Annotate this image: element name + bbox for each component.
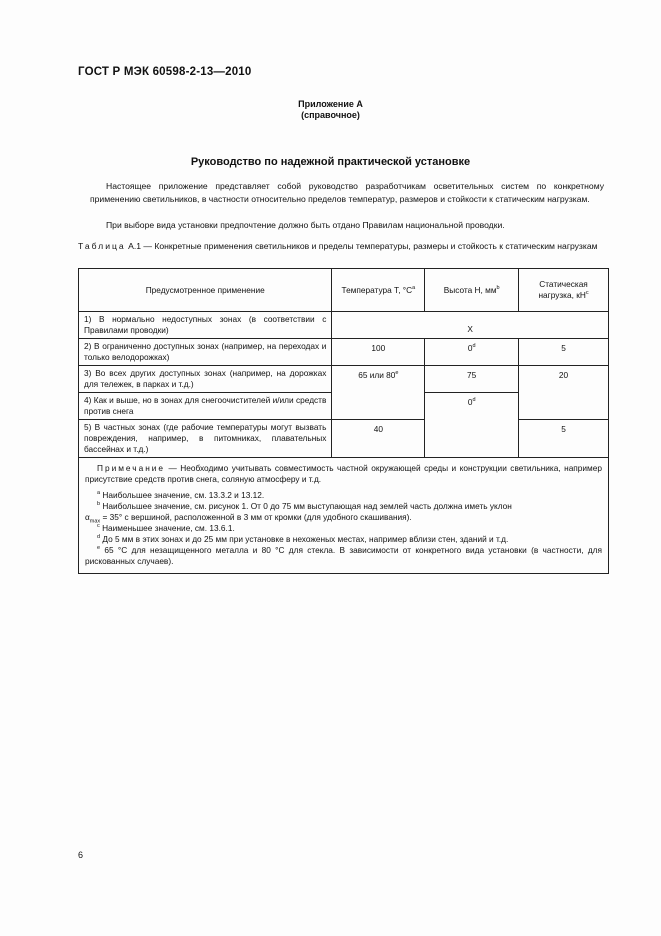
table-caption	[78, 241, 608, 253]
footnote-d: $^d$ До 5 мм в этих зонах и до 25 мм при установке в нехоженых местах, например вблизи стен, зданий и т.д.	[97, 534, 509, 544]
table-notes-row	[79, 458, 609, 574]
header-temperature: Температура T, $^\circ С^a$	[332, 269, 425, 312]
row3-use: 3) Во всех других доступных зонах (например, на дорожках для тележек, в парках и т.д.)	[79, 366, 332, 393]
row2-height: 0$^d$	[425, 339, 519, 366]
header-height: Высота H, $мм^b$	[425, 269, 519, 312]
row1-merged: Х	[332, 312, 609, 339]
footnote-e: $^e$ 65 °С для незащищенного металла и 80 °С для стекла. В зависимости от конкретного вида установки (в частности, для рискованных случаев).	[85, 545, 602, 566]
section-title: Руководство по надежной практической установке	[190, 156, 471, 168]
row5-temp: 40	[332, 420, 425, 458]
appendix-subtitle: (справочное)	[301, 110, 360, 120]
preference-paragraph	[90, 219, 604, 232]
intro-paragraph	[90, 180, 604, 206]
footnote-c: $^c$ Наименьшее значение, см. 13.6.1.	[97, 523, 235, 533]
row1-use: 1) В нормально недоступных зонах (в соответствии с Правилами проводки)	[79, 312, 332, 339]
caption-label: Таблица	[78, 241, 126, 251]
footnote-b: $^b$ Наибольшее значение, см. рисунок 1. От 0 до 75 мм выступающая над землей часть должна иметь уклон	[97, 501, 512, 511]
row2-use: 2) В ограниченно доступных зонах (например, на переходах и только велодорожках)	[79, 339, 332, 366]
standard-header: ГОСТ Р МЭК 60598-2-13—2010	[78, 66, 252, 78]
appendix-title: Приложение А	[298, 99, 363, 109]
applications-table	[78, 268, 609, 574]
row3-height: 75	[425, 366, 519, 393]
footnote-b-continued: $\alpha_{max} = 35^\circ$ с вершиной, расположенной в 3 мм от кромки (для удобного скашивания).	[85, 512, 412, 525]
row2-temp: 100	[332, 339, 425, 366]
table-row	[79, 420, 609, 458]
intro-text: Настоящее приложение представляет собой руководство разработчикам осветительных систем по конкретному применению светильников, в частности относительно пределов температур, размеров и стойкости к статическим нагрузкам.	[90, 181, 604, 204]
caption-text: А.1 — Конкретные применения светильников и пределы температуры, размеры и стойкость к статическим нагрузкам	[128, 241, 598, 251]
row5-use: 5) В частных зонах (где рабочие температуры могут вызвать повреждения, например, в питомниках, плавательных бассейнах и т.д.)	[79, 420, 332, 458]
table-notes	[79, 458, 609, 574]
row5-load: 5	[519, 420, 609, 458]
table-row	[79, 366, 609, 393]
row3-load: 20	[519, 366, 609, 420]
footnote-a: $^a$ Наибольшее значение, см. 13.3.2 и 13.12.	[97, 490, 265, 500]
row4-use: 4) Как и выше, но в зонах для снегоочистителей и/или средств против снега	[79, 393, 332, 420]
row4-height: 0$^d$	[425, 393, 519, 458]
page-number: 6	[78, 850, 84, 860]
preference-text: При выборе вида установки предпочтение должно быть отдано Правилам национальной проводки.	[106, 220, 505, 230]
row2-load: 5	[519, 339, 609, 366]
table-row	[79, 339, 609, 366]
table-header-row	[79, 269, 609, 312]
table-note: Примечание — Необходимо учитывать совместимость частной окружающей среды и конструкции светильника, например присутствие средств против снега, соляную атмосферу и т.д.	[85, 463, 602, 484]
header-use: Предусмотренное применение	[79, 269, 332, 312]
header-load: Статическая нагрузка, $кН^c$	[519, 269, 609, 312]
table-row	[79, 312, 609, 339]
row3-temp: 65 или 80e	[332, 366, 425, 420]
